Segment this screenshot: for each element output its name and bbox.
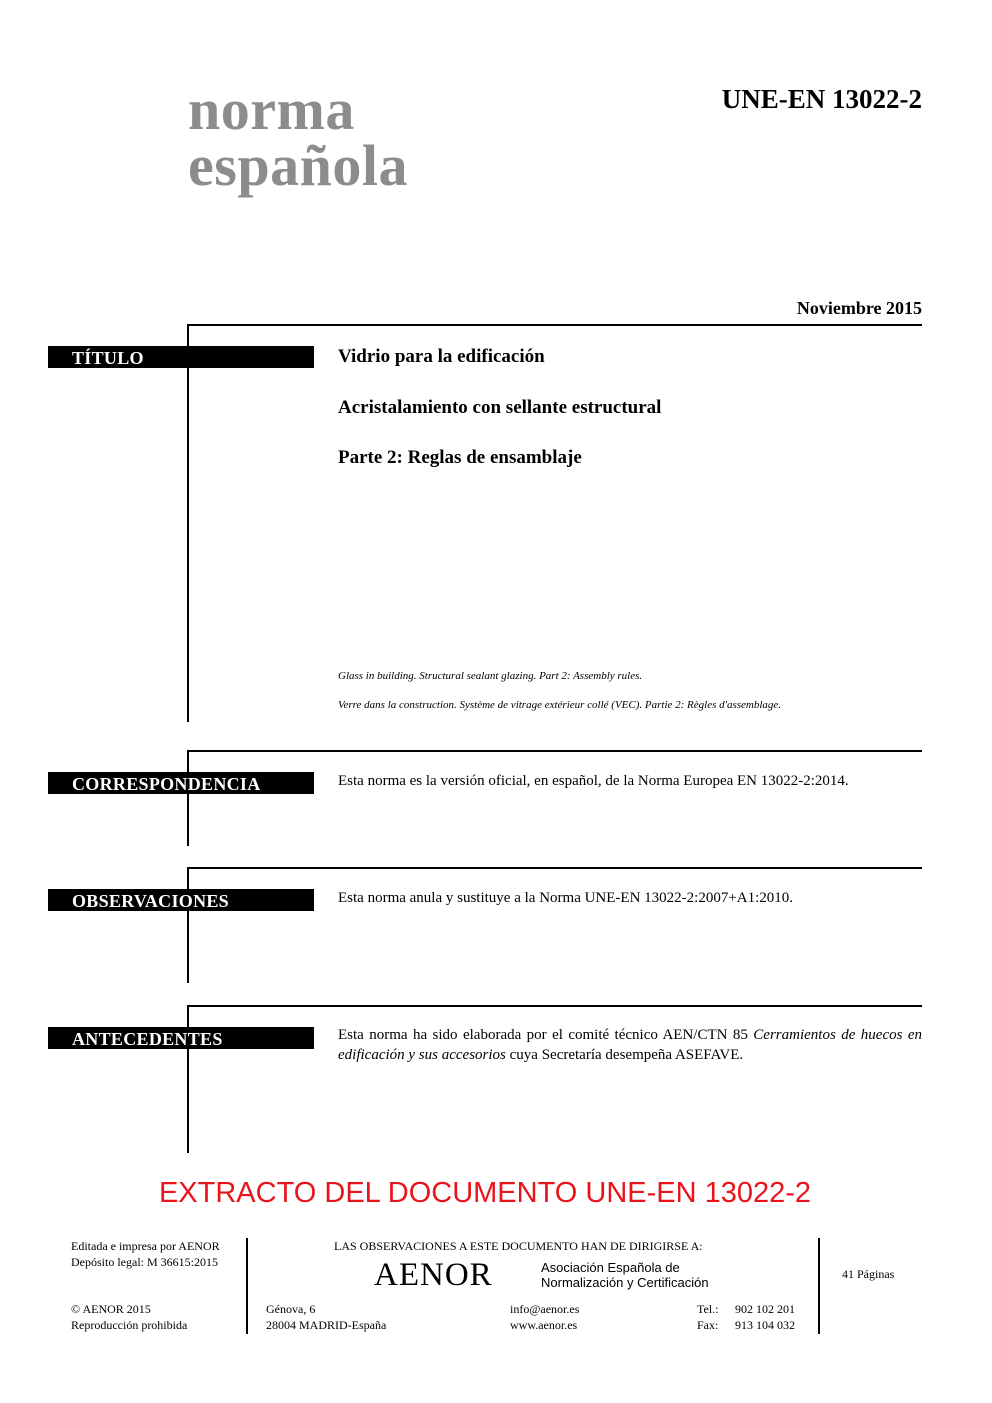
org-name-line-2: Normalización y Certificación [541,1275,709,1290]
footer-copyright [71,1301,187,1333]
footer-divider-right [818,1238,820,1334]
brand-line-2: española [188,133,408,198]
observations-heading: LAS OBSERVACIONES A ESTE DOCUMENTO HAN DE DIRIGIRSE A: [334,1239,703,1253]
title-line-2: Acristalamiento con sellante estructural [338,397,662,418]
section-rule-correspondencia [188,750,922,752]
legal-deposit: Depósito legal: M 36615:2015 [71,1255,218,1269]
committee-name: Cerramientos de huecos en edificación y sus accesorios [338,1027,923,1063]
reproduction-notice: Reproducción prohibida [71,1318,188,1332]
footer-contact [510,1301,579,1333]
tel-label: Tel.: [697,1302,719,1316]
section-rule-antecedentes [188,1005,922,1007]
org-name [541,1260,709,1290]
section-vrule-titulo [187,324,189,722]
translation-french: Verre dans la construction. Système de vitrage extérieur collé (VEC). Partie 2: Règles d'assemblage. [338,699,782,711]
antecedentes-text-end: cuya Secretaría desempeña ASEFAVE. [505,1047,744,1063]
extract-notice: EXTRACTO DEL DOCUMENTO UNE-EN 13022-2 [158,1177,812,1209]
label-observaciones: OBSERVACIONES [48,889,314,911]
footer-phones [697,1301,795,1333]
footer-edition [71,1238,220,1270]
footer-address [266,1301,386,1333]
brand-title [188,77,408,198]
email-link[interactable]: info@aenor.es [510,1302,580,1316]
title-line-1: Vidrio para la edificación [338,346,545,367]
footer-divider-left [246,1238,248,1334]
copyright: © AENOR 2015 [71,1302,151,1316]
label-antecedentes: ANTECEDENTES [48,1027,314,1049]
org-name-line-1: Asociación Española de [541,1260,680,1275]
fax-label: Fax: [697,1318,719,1332]
fax-number: 913 104 032 [735,1318,795,1332]
address-line-1: Génova, 6 [266,1302,316,1316]
antecedentes-text [338,1025,922,1065]
edited-by: Editada e impresa por AENOR [71,1239,220,1253]
section-vrule-correspondencia [187,750,189,846]
section-rule-observaciones [188,867,922,869]
tel-number: 902 102 201 [735,1302,795,1316]
title-line-3: Parte 2: Reglas de ensamblaje [338,447,582,468]
section-vrule-observaciones [187,867,189,983]
antecedentes-text-start: Esta norma ha sido elaborada por el comité técnico AEN/CTN 85 [338,1027,754,1043]
page-count: 41 Páginas [842,1267,895,1281]
label-titulo: TÍTULO [48,346,314,368]
translation-english: Glass in building. Structural sealant glazing. Part 2: Assembly rules. [338,670,643,682]
correspondencia-text: Esta norma es la versión oficial, en español, de la Norma Europea EN 13022-2:2014. [338,773,849,789]
aenor-logo: AENOR [374,1257,493,1293]
document-date: Noviembre 2015 [796,298,922,318]
address-line-2: 28004 MADRID-España [266,1318,387,1332]
label-correspondencia: CORRESPONDENCIA [48,772,314,794]
document-code: UNE-EN 13022-2 [721,84,922,114]
section-rule-titulo [188,324,922,326]
web-link[interactable]: www.aenor.es [510,1318,578,1332]
brand-line-1: norma [188,77,355,142]
observaciones-text: Esta norma anula y sustituye a la Norma UNE-EN 13022-2:2007+A1:2010. [338,890,794,906]
